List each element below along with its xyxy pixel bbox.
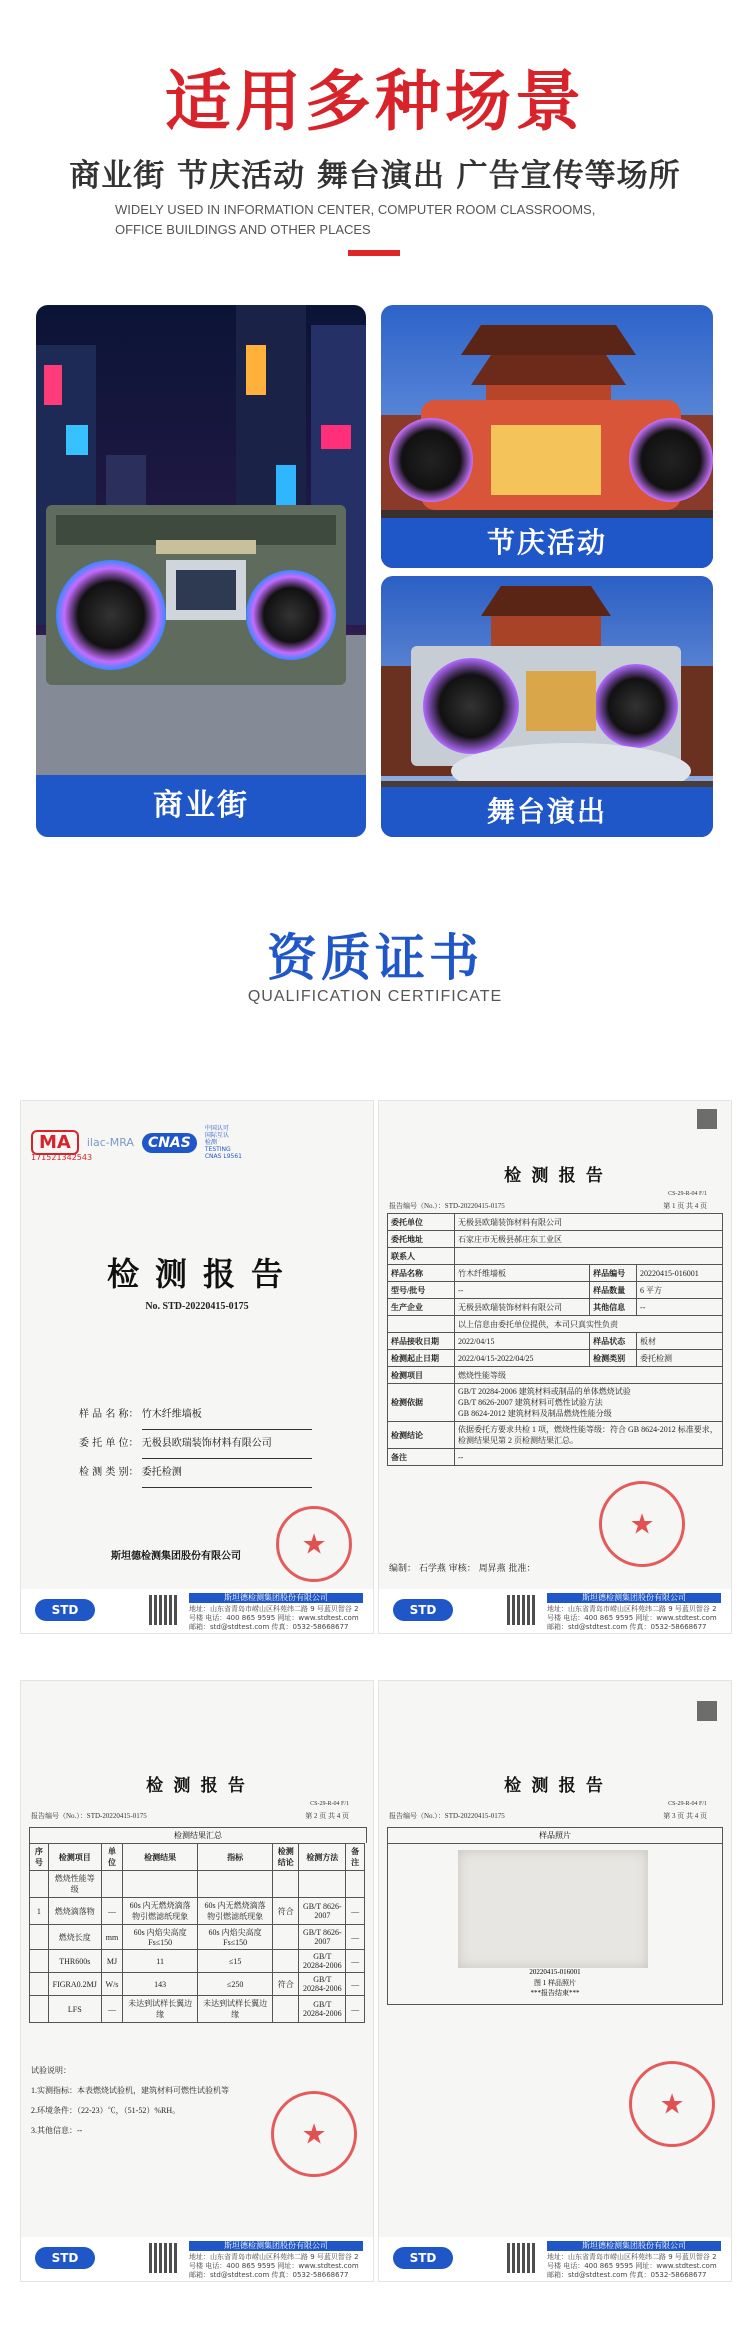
- result-cell: [299, 1871, 346, 1898]
- scenes-subtitle: 商业街 节庆活动 舞台演出 广告宣传等场所: [69, 158, 681, 194]
- result-row: [30, 1871, 365, 1898]
- result-cell: FIGRA0.2MJ: [48, 1973, 101, 1996]
- cover-report-no: No. STD-20220415-0175: [145, 1301, 249, 1312]
- qr-code-icon: [697, 1109, 717, 1129]
- result-row: [30, 1973, 365, 1996]
- cover-row-key: 委 托 单 位：: [79, 1438, 139, 1449]
- cover-title: 检 测 报 告: [106, 1256, 287, 1292]
- official-seal: [271, 2091, 357, 2177]
- test-notes: [31, 2061, 229, 2141]
- cnas-text: 中国认可 国际互认 检测 TESTING CNAS L9561: [204, 1125, 242, 1160]
- result-cell: GB/T 20284-2006: [299, 1973, 346, 1996]
- info-row: [388, 1367, 723, 1384]
- footer-address: 地址：山东省青岛市崂山区科苑纬二路 9 号蓝贝智谷 2 号楼 电话：400 865 9595 网址：www.stdtest.com 邮箱：std@stdtest.com 传真：0532-58668677: [547, 1605, 717, 1631]
- result-cell: [30, 1871, 49, 1898]
- cover-row-value: 无极县欧瑞装饰材料有限公司: [142, 1430, 312, 1459]
- result-cell: GB/T 8626-2007: [299, 1925, 346, 1950]
- result-cell: 143: [123, 1973, 198, 1996]
- info-row: [388, 1214, 723, 1231]
- info-value: --: [637, 1299, 723, 1316]
- info-value: [455, 1248, 723, 1265]
- result-cell: 60s 内无燃烧滴落物引燃滤纸现象: [123, 1898, 198, 1925]
- sample-photo: [458, 1850, 648, 1968]
- info-key: 检测项目: [388, 1367, 455, 1384]
- scene-label-stage: 舞台演出: [381, 787, 713, 837]
- std-logo: STD: [35, 2247, 95, 2269]
- result-cell: [273, 1996, 299, 2023]
- sample-photo-code: 20220415-016001: [529, 1968, 581, 1976]
- qr-code-icon: [697, 1701, 717, 1721]
- result-cell: W/s: [101, 1973, 122, 1996]
- cover-row-key: 样 品 名 称：: [79, 1409, 139, 1420]
- info-value: 以上信息由委托单位提供，本司只真实性负责: [455, 1316, 723, 1333]
- note-line: 2.环境条件：（22-23）℃，（51-52）%RH。: [31, 2106, 181, 2115]
- info-row: [388, 1231, 723, 1248]
- info-value: 2022/04/15-2022/04/25: [455, 1350, 590, 1367]
- result-cell: 符合: [273, 1973, 299, 1996]
- result-cell: —: [346, 1996, 365, 2023]
- info-key: 样品名称: [388, 1265, 455, 1282]
- result-cell: [273, 1950, 299, 1973]
- result-cell: 未达到试样长翼边缘: [198, 1996, 273, 2023]
- official-seal: [599, 1481, 685, 1567]
- result-cell: GB/T 20284-2006: [299, 1996, 346, 2023]
- info-value: 依据委托方要求共检 1 项，燃烧性能等级：符合 GB 8624-2012 标准要求，检测结果见第 2 页检测结果汇总。: [455, 1422, 723, 1449]
- footer-company: 斯坦德检测集团股份有限公司: [189, 1593, 363, 1603]
- result-header-cell: 检测结论: [273, 1844, 299, 1871]
- result-row: [30, 1996, 365, 2023]
- result-cell: GB/T 8626-2007: [299, 1898, 346, 1925]
- result-cell: ≤15: [198, 1950, 273, 1973]
- result-cell: mm: [101, 1925, 122, 1950]
- result-cell: 60s 内无燃烧滴落物引燃滤纸现象: [198, 1898, 273, 1925]
- info-row: [388, 1422, 723, 1449]
- page-number: 第 1 页 共 4 页: [663, 1202, 707, 1210]
- footer-address: 地址：山东省青岛市崂山区科苑纬二路 9 号蓝贝智谷 2 号楼 电话：400 865 9595 网址：www.stdtest.com 邮箱：std@stdtest.com 传真：0532-58668677: [189, 2253, 359, 2279]
- page-title: 检 测 报 告: [504, 1776, 606, 1795]
- scenes-english-caption: [115, 200, 675, 240]
- title-divider: [348, 250, 400, 256]
- result-cell: [346, 1871, 365, 1898]
- cover-row-key: 检 测 类 别：: [79, 1467, 139, 1478]
- info-value: 6 平方: [637, 1282, 723, 1299]
- result-header-cell: 单位: [101, 1844, 122, 1871]
- info-value: --: [455, 1449, 723, 1466]
- info-value: 无极县欧瑞装饰材料有限公司: [455, 1214, 723, 1231]
- report-no-small: 报告编号（No.）：STD-20220415-0175: [389, 1812, 505, 1820]
- qr-code-icon: [149, 1595, 179, 1625]
- result-cell: 未达到试样长翼边缘: [123, 1996, 198, 2023]
- result-cell: 1: [30, 1898, 49, 1925]
- result-header-cell: 指标: [198, 1844, 273, 1871]
- std-logo: STD: [393, 2247, 453, 2269]
- result-cell: [101, 1871, 122, 1898]
- info-key: 联系人: [388, 1248, 455, 1265]
- std-logo: STD: [393, 1599, 453, 1621]
- info-row: [388, 1449, 723, 1466]
- result-cell: [123, 1871, 198, 1898]
- report-footer: [379, 1589, 731, 1633]
- scenes-english-line-1: WIDELY USED IN INFORMATION CENTER, COMPUTER ROOM CLASSROOMS,: [115, 202, 596, 217]
- info-key: 检测类别: [590, 1350, 637, 1367]
- form-code: CS-29-R-04 F/1: [668, 1801, 707, 1807]
- info-value: 板材: [637, 1333, 723, 1350]
- form-code: CS-29-R-04 F/1: [668, 1191, 707, 1197]
- result-cell: [30, 1973, 49, 1996]
- result-cell: [273, 1925, 299, 1950]
- official-seal: [629, 2061, 715, 2147]
- info-row: [388, 1384, 723, 1422]
- note-line: 3.其他信息：--: [31, 2126, 83, 2135]
- cover-row-value: 委托检测: [142, 1459, 312, 1488]
- result-header-cell: 备注: [346, 1844, 365, 1871]
- cover-row: [79, 1401, 312, 1430]
- scene-card-stage: [381, 576, 713, 837]
- sample-photo-title: 样品照片: [388, 1828, 722, 1844]
- qr-code-icon: [507, 2243, 537, 2273]
- result-table: [29, 1843, 365, 2023]
- page-title: 检 测 报 告: [504, 1166, 606, 1185]
- cover-row: [79, 1430, 312, 1459]
- info-value: --: [455, 1282, 590, 1299]
- report-signers: 编制： 石学燕 审核： 周昇燕 批准：: [389, 1564, 536, 1574]
- info-value: GB/T 20284-2006 建筑材料或制品的单体燃烧试验 GB/T 8626-2007 建筑材料可燃性试验方法 GB 8624-2012 建筑材料及制品燃烧性能分级: [455, 1384, 723, 1422]
- info-value: 石家庄市无极县郝庄东工业区: [455, 1231, 723, 1248]
- result-cell: 燃烧滴落物: [48, 1898, 101, 1925]
- result-cell: —: [346, 1973, 365, 1996]
- result-cell: —: [346, 1898, 365, 1925]
- sample-photo-caption: 图 1 样品照片: [534, 1979, 576, 1987]
- cma-code: 171521342543: [31, 1153, 93, 1162]
- sample-photo-box: [387, 1827, 723, 2005]
- form-code: CS-29-R-04 F/1: [310, 1801, 349, 1807]
- result-header-cell: 检测方法: [299, 1844, 346, 1871]
- info-key: 检测依据: [388, 1384, 455, 1422]
- cnas-logo: CNAS: [142, 1133, 197, 1153]
- result-cell: 60s 内焰尖高度 Fs≤150: [198, 1925, 273, 1950]
- scenes-title: 适用多种场景: [165, 63, 585, 140]
- std-logo: STD: [35, 1599, 95, 1621]
- footer-address: 地址：山东省青岛市崂山区科苑纬二路 9 号蓝贝智谷 2 号楼 电话：400 865 9595 网址：www.stdtest.com 邮箱：std@stdtest.com 传真：0532-58668677: [189, 1605, 359, 1631]
- info-value: 竹木纤维墙板: [455, 1265, 590, 1282]
- scene-label-festival: 节庆活动: [381, 518, 713, 568]
- note-line: 1.实测指标：本表燃烧试验机，建筑材料可燃性试验机等: [31, 2086, 229, 2095]
- qr-code-icon: [507, 1595, 537, 1625]
- result-header-cell: 检测结果: [123, 1844, 198, 1871]
- info-value: 燃烧性能等级: [455, 1367, 723, 1384]
- info-row: [388, 1265, 723, 1282]
- cover-issuer: 斯坦德检测集团股份有限公司: [111, 1551, 241, 1562]
- scene-card-commercial-street: [36, 305, 366, 837]
- result-cell: —: [346, 1950, 365, 1973]
- info-key: 备注: [388, 1449, 455, 1466]
- cma-logo: MA: [31, 1130, 79, 1155]
- report-cover-page: [20, 1100, 374, 1634]
- info-row: [388, 1350, 723, 1367]
- result-cell: [30, 1950, 49, 1973]
- info-key: 样品接收日期: [388, 1333, 455, 1350]
- page-number: 第 2 页 共 4 页: [305, 1812, 349, 1820]
- info-key: 样品数量: [590, 1282, 637, 1299]
- result-row: [30, 1950, 365, 1973]
- report-info-table: [387, 1213, 723, 1466]
- result-cell: —: [101, 1996, 122, 2023]
- info-key: 生产企业: [388, 1299, 455, 1316]
- result-header-cell: 序号: [30, 1844, 49, 1871]
- report-footer: [379, 2237, 731, 2281]
- result-cell: ≤250: [198, 1973, 273, 1996]
- qr-code-icon: [149, 2243, 179, 2273]
- info-value: 2022/04/15: [455, 1333, 590, 1350]
- info-key: 样品编号: [590, 1265, 637, 1282]
- result-cell: 11: [123, 1950, 198, 1973]
- result-row: [30, 1925, 365, 1950]
- scenes-english-line-2: OFFICE BUILDINGS AND OTHER PLACES: [115, 222, 371, 237]
- report-no-small: 报告编号（No.）：STD-20220415-0175: [31, 1812, 147, 1820]
- result-cell: 符合: [273, 1898, 299, 1925]
- ilac-logo: ilac-MRA: [86, 1136, 134, 1149]
- cover-info: [79, 1401, 312, 1488]
- footer-company: 斯坦德检测集团股份有限公司: [547, 1593, 721, 1603]
- scene-label-commercial-street: 商业街: [36, 775, 366, 837]
- report-footer: [21, 2237, 373, 2281]
- info-value: 20220415-016001: [637, 1265, 723, 1282]
- result-cell: [273, 1871, 299, 1898]
- cover-row: [79, 1459, 312, 1488]
- result-cell: 燃烧长度: [48, 1925, 101, 1950]
- info-row: [388, 1248, 723, 1265]
- info-key: 委托地址: [388, 1231, 455, 1248]
- result-cell: LFS: [48, 1996, 101, 2023]
- certificate-title: 资质证书: [267, 929, 483, 987]
- result-cell: 60s 内焰尖高度 Fs≤150: [123, 1925, 198, 1950]
- cover-row-value: 竹木纤维墙板: [142, 1401, 312, 1430]
- report-photo-page: [378, 1680, 732, 2282]
- info-key: 检测起止日期: [388, 1350, 455, 1367]
- report-end: ***报告结束***: [530, 1989, 580, 1997]
- official-seal: [276, 1506, 352, 1582]
- footer-company: 斯坦德检测集团股份有限公司: [189, 2241, 363, 2251]
- result-cell: [198, 1871, 273, 1898]
- report-no-small: 报告编号（No.）：STD-20220415-0175: [389, 1202, 505, 1210]
- report-results-page: [20, 1680, 374, 2282]
- footer-address: 地址：山东省青岛市崂山区科苑纬二路 9 号蓝贝智谷 2 号楼 电话：400 865 9595 网址：www.stdtest.com 邮箱：std@stdtest.com 传真：0532-58668677: [547, 2253, 717, 2279]
- certificate-subtitle: QUALIFICATION CERTIFICATE: [247, 988, 503, 1005]
- result-cell: 燃烧性能等级: [48, 1871, 101, 1898]
- report-info-page: [378, 1100, 732, 1634]
- report-footer: [21, 1589, 373, 1633]
- result-cell: GB/T 20284-2006: [299, 1950, 346, 1973]
- info-key: 委托单位: [388, 1214, 455, 1231]
- page-title: 检 测 报 告: [146, 1776, 248, 1795]
- result-header-cell: 检测项目: [48, 1844, 101, 1871]
- info-key: 样品状态: [590, 1333, 637, 1350]
- result-table-title: 检测结果汇总: [29, 1827, 367, 1843]
- info-value: 无极县欧瑞装饰材料有限公司: [455, 1299, 590, 1316]
- result-header-row: [30, 1844, 365, 1871]
- info-row: [388, 1299, 723, 1316]
- commercial-street-image: [36, 305, 366, 837]
- note-line: 试验说明：: [31, 2066, 71, 2075]
- info-value: 委托检测: [637, 1350, 723, 1367]
- info-key: 型号/批号: [388, 1282, 455, 1299]
- page-number: 第 3 页 共 4 页: [663, 1812, 707, 1820]
- info-row: [388, 1333, 723, 1350]
- result-cell: THR600s: [48, 1950, 101, 1973]
- result-row: [30, 1898, 365, 1925]
- info-key: [388, 1316, 455, 1333]
- info-key: 其他信息: [590, 1299, 637, 1316]
- result-cell: [30, 1925, 49, 1950]
- info-row: [388, 1282, 723, 1299]
- footer-company: 斯坦德检测集团股份有限公司: [547, 2241, 721, 2251]
- info-key: 检测结论: [388, 1422, 455, 1449]
- result-cell: [30, 1996, 49, 2023]
- scene-card-festival: [381, 305, 713, 568]
- result-cell: MJ: [101, 1950, 122, 1973]
- info-row: [388, 1316, 723, 1333]
- result-cell: —: [101, 1898, 122, 1925]
- result-cell: —: [346, 1925, 365, 1950]
